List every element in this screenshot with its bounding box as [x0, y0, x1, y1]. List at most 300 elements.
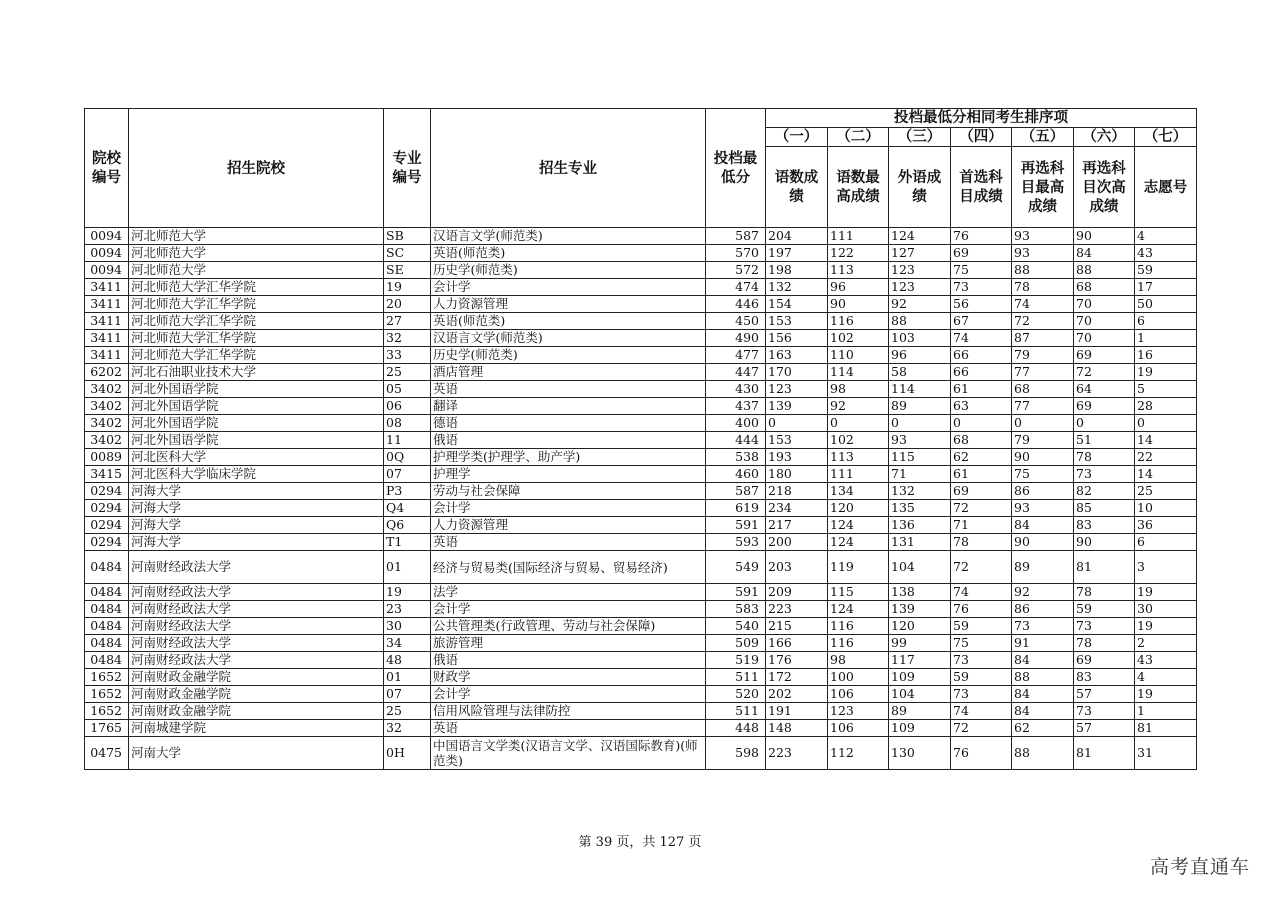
header-sub-5: 再选科目最高成绩 [1012, 147, 1074, 228]
tiebreak-cell-7: 5 [1135, 381, 1197, 398]
major-code-cell: 05 [384, 381, 431, 398]
school-name-cell: 河北师范大学 [129, 245, 384, 262]
tiebreak-cell-4: 68 [951, 432, 1012, 449]
tiebreak-cell-7: 19 [1135, 686, 1197, 703]
school-code-cell: 3402 [85, 398, 129, 415]
tiebreak-cell-2: 98 [828, 381, 889, 398]
major-code-cell: 25 [384, 364, 431, 381]
header-seq-6: （六） [1074, 128, 1135, 147]
school-code-cell: 0484 [85, 652, 129, 669]
school-name-cell: 河北石油职业技术大学 [129, 364, 384, 381]
tiebreak-cell-3: 109 [889, 669, 951, 686]
tiebreak-cell-4: 56 [951, 296, 1012, 313]
tiebreak-cell-5: 72 [1012, 313, 1074, 330]
major-code-cell: SE [384, 262, 431, 279]
tiebreak-cell-1: 153 [766, 432, 828, 449]
tiebreak-cell-7: 25 [1135, 483, 1197, 500]
header-sub-4: 首选科目成绩 [951, 147, 1012, 228]
tiebreak-cell-5: 77 [1012, 398, 1074, 415]
tiebreak-cell-1: 163 [766, 347, 828, 364]
header-seq-5: （五） [1012, 128, 1074, 147]
tiebreak-cell-5: 93 [1012, 500, 1074, 517]
tiebreak-cell-6: 57 [1074, 686, 1135, 703]
school-code-cell: 1765 [85, 720, 129, 737]
tiebreak-cell-4: 0 [951, 415, 1012, 432]
tiebreak-cell-5: 89 [1012, 551, 1074, 584]
table-row [85, 432, 1197, 449]
tiebreak-cell-1: 154 [766, 296, 828, 313]
table-row [85, 737, 1197, 770]
tiebreak-cell-6: 70 [1074, 330, 1135, 347]
tiebreak-cell-4: 76 [951, 737, 1012, 770]
major-code-cell: 07 [384, 466, 431, 483]
school-name-cell: 河北师范大学汇华学院 [129, 279, 384, 296]
school-name-cell: 河南财经政法大学 [129, 601, 384, 618]
tiebreak-cell-2: 96 [828, 279, 889, 296]
tiebreak-cell-1: 180 [766, 466, 828, 483]
tiebreak-cell-4: 66 [951, 364, 1012, 381]
school-code-cell: 0484 [85, 601, 129, 618]
tiebreak-cell-3: 109 [889, 720, 951, 737]
tiebreak-cell-1: 132 [766, 279, 828, 296]
school-code-cell: 0294 [85, 483, 129, 500]
tiebreak-cell-6: 83 [1074, 517, 1135, 534]
tiebreak-cell-7: 59 [1135, 262, 1197, 279]
tiebreak-cell-4: 72 [951, 720, 1012, 737]
min-score-cell: 460 [706, 466, 766, 483]
tiebreak-cell-2: 112 [828, 737, 889, 770]
min-score-cell: 587 [706, 228, 766, 245]
tiebreak-cell-1: 156 [766, 330, 828, 347]
school-code-cell: 3411 [85, 313, 129, 330]
header-tiebreak-group: 投档最低分相同考生排序项 [766, 109, 1197, 128]
school-name-cell: 河北外国语学院 [129, 415, 384, 432]
tiebreak-cell-5: 84 [1012, 652, 1074, 669]
major-name-cell: 中国语言文学类(汉语言文学、汉语国际教育)(师范类) [431, 737, 706, 770]
header-seq-2: （二） [828, 128, 889, 147]
min-score-cell: 430 [706, 381, 766, 398]
major-code-cell: 19 [384, 279, 431, 296]
tiebreak-cell-6: 69 [1074, 652, 1135, 669]
tiebreak-cell-4: 73 [951, 279, 1012, 296]
table-row [85, 635, 1197, 652]
tiebreak-cell-2: 98 [828, 652, 889, 669]
tiebreak-cell-5: 84 [1012, 703, 1074, 720]
tiebreak-cell-5: 74 [1012, 296, 1074, 313]
tiebreak-cell-2: 120 [828, 500, 889, 517]
major-name-cell: 会计学 [431, 686, 706, 703]
tiebreak-cell-1: 198 [766, 262, 828, 279]
tiebreak-cell-5: 87 [1012, 330, 1074, 347]
tiebreak-cell-2: 102 [828, 432, 889, 449]
tiebreak-cell-2: 111 [828, 466, 889, 483]
header-major-code: 专业编号 [384, 109, 431, 228]
header-seq-4: （四） [951, 128, 1012, 147]
tiebreak-cell-4: 74 [951, 330, 1012, 347]
major-code-cell: 32 [384, 330, 431, 347]
school-code-cell: 0094 [85, 262, 129, 279]
tiebreak-cell-6: 51 [1074, 432, 1135, 449]
school-name-cell: 河南大学 [129, 737, 384, 770]
tiebreak-cell-4: 72 [951, 551, 1012, 584]
min-score-cell: 587 [706, 483, 766, 500]
table-row [85, 686, 1197, 703]
tiebreak-cell-7: 14 [1135, 432, 1197, 449]
major-code-cell: 48 [384, 652, 431, 669]
header-min-score: 投档最低分 [706, 109, 766, 228]
table-row [85, 500, 1197, 517]
tiebreak-cell-7: 6 [1135, 313, 1197, 330]
tiebreak-cell-7: 1 [1135, 703, 1197, 720]
major-name-cell: 护理学 [431, 466, 706, 483]
table-row [85, 415, 1197, 432]
tiebreak-cell-4: 73 [951, 686, 1012, 703]
tiebreak-cell-7: 6 [1135, 534, 1197, 551]
table-row [85, 262, 1197, 279]
tiebreak-cell-4: 67 [951, 313, 1012, 330]
tiebreak-cell-2: 123 [828, 703, 889, 720]
tiebreak-cell-4: 78 [951, 534, 1012, 551]
min-score-cell: 598 [706, 737, 766, 770]
major-name-cell: 汉语言文学(师范类) [431, 330, 706, 347]
tiebreak-cell-6: 90 [1074, 534, 1135, 551]
tiebreak-cell-7: 81 [1135, 720, 1197, 737]
table-header [85, 109, 1197, 228]
school-name-cell: 河海大学 [129, 500, 384, 517]
major-code-cell: 27 [384, 313, 431, 330]
min-score-cell: 619 [706, 500, 766, 517]
tiebreak-cell-1: 176 [766, 652, 828, 669]
tiebreak-cell-1: 191 [766, 703, 828, 720]
tiebreak-cell-3: 93 [889, 432, 951, 449]
major-name-cell: 会计学 [431, 500, 706, 517]
table-row [85, 517, 1197, 534]
header-seq-1: （一） [766, 128, 828, 147]
major-code-cell: 11 [384, 432, 431, 449]
tiebreak-cell-2: 114 [828, 364, 889, 381]
school-name-cell: 河北师范大学汇华学院 [129, 330, 384, 347]
min-score-cell: 477 [706, 347, 766, 364]
major-code-cell: 07 [384, 686, 431, 703]
major-code-cell: 0Q [384, 449, 431, 466]
tiebreak-cell-4: 61 [951, 466, 1012, 483]
tiebreak-cell-3: 71 [889, 466, 951, 483]
tiebreak-cell-2: 111 [828, 228, 889, 245]
major-code-cell: 30 [384, 618, 431, 635]
major-code-cell: 20 [384, 296, 431, 313]
school-code-cell: 3402 [85, 432, 129, 449]
tiebreak-cell-5: 88 [1012, 669, 1074, 686]
tiebreak-cell-5: 86 [1012, 601, 1074, 618]
tiebreak-cell-6: 72 [1074, 364, 1135, 381]
tiebreak-cell-1: 218 [766, 483, 828, 500]
min-score-cell: 447 [706, 364, 766, 381]
tiebreak-cell-3: 123 [889, 262, 951, 279]
major-code-cell: Q4 [384, 500, 431, 517]
tiebreak-cell-3: 139 [889, 601, 951, 618]
tiebreak-cell-3: 132 [889, 483, 951, 500]
min-score-cell: 509 [706, 635, 766, 652]
tiebreak-cell-5: 62 [1012, 720, 1074, 737]
tiebreak-cell-2: 116 [828, 618, 889, 635]
tiebreak-cell-3: 92 [889, 296, 951, 313]
tiebreak-cell-6: 70 [1074, 296, 1135, 313]
tiebreak-cell-3: 104 [889, 686, 951, 703]
tiebreak-cell-6: 73 [1074, 703, 1135, 720]
school-code-cell: 3415 [85, 466, 129, 483]
tiebreak-cell-2: 90 [828, 296, 889, 313]
school-code-cell: 3402 [85, 415, 129, 432]
tiebreak-cell-7: 4 [1135, 228, 1197, 245]
major-code-cell: 32 [384, 720, 431, 737]
major-name-cell: 公共管理类(行政管理、劳动与社会保障) [431, 618, 706, 635]
school-code-cell: 1652 [85, 686, 129, 703]
min-score-cell: 400 [706, 415, 766, 432]
header-sub-3: 外语成绩 [889, 147, 951, 228]
tiebreak-cell-6: 0 [1074, 415, 1135, 432]
tiebreak-cell-5: 73 [1012, 618, 1074, 635]
tiebreak-cell-4: 62 [951, 449, 1012, 466]
major-name-cell: 历史学(师范类) [431, 347, 706, 364]
tiebreak-cell-6: 78 [1074, 584, 1135, 601]
major-code-cell: 01 [384, 669, 431, 686]
table-row [85, 618, 1197, 635]
min-score-cell: 591 [706, 517, 766, 534]
major-name-cell: 人力资源管理 [431, 296, 706, 313]
table-body [85, 228, 1197, 770]
min-score-cell: 511 [706, 703, 766, 720]
tiebreak-cell-6: 81 [1074, 737, 1135, 770]
tiebreak-cell-5: 84 [1012, 686, 1074, 703]
tiebreak-cell-4: 63 [951, 398, 1012, 415]
tiebreak-cell-5: 90 [1012, 449, 1074, 466]
tiebreak-cell-7: 19 [1135, 364, 1197, 381]
tiebreak-cell-5: 93 [1012, 245, 1074, 262]
min-score-cell: 520 [706, 686, 766, 703]
tiebreak-cell-1: 139 [766, 398, 828, 415]
school-name-cell: 河海大学 [129, 483, 384, 500]
min-score-cell: 570 [706, 245, 766, 262]
tiebreak-cell-5: 88 [1012, 262, 1074, 279]
major-name-cell: 会计学 [431, 279, 706, 296]
school-name-cell: 河北师范大学汇华学院 [129, 347, 384, 364]
tiebreak-cell-1: 209 [766, 584, 828, 601]
tiebreak-cell-2: 100 [828, 669, 889, 686]
tiebreak-cell-2: 116 [828, 635, 889, 652]
school-code-cell: 0294 [85, 517, 129, 534]
tiebreak-cell-4: 71 [951, 517, 1012, 534]
tiebreak-cell-6: 82 [1074, 483, 1135, 500]
major-code-cell: Q6 [384, 517, 431, 534]
table-row [85, 669, 1197, 686]
tiebreak-cell-7: 10 [1135, 500, 1197, 517]
tiebreak-cell-1: 153 [766, 313, 828, 330]
major-name-cell: 汉语言文学(师范类) [431, 228, 706, 245]
table-row [85, 584, 1197, 601]
school-name-cell: 河北外国语学院 [129, 381, 384, 398]
tiebreak-cell-4: 74 [951, 703, 1012, 720]
table-row [85, 347, 1197, 364]
major-name-cell: 英语 [431, 381, 706, 398]
tiebreak-cell-7: 22 [1135, 449, 1197, 466]
major-code-cell: 23 [384, 601, 431, 618]
table-row [85, 720, 1197, 737]
table-row [85, 279, 1197, 296]
school-name-cell: 河海大学 [129, 534, 384, 551]
tiebreak-cell-3: 124 [889, 228, 951, 245]
tiebreak-cell-3: 130 [889, 737, 951, 770]
school-code-cell: 0094 [85, 228, 129, 245]
major-code-cell: SC [384, 245, 431, 262]
tiebreak-cell-3: 103 [889, 330, 951, 347]
major-name-cell: 俄语 [431, 432, 706, 449]
tiebreak-cell-1: 223 [766, 737, 828, 770]
min-score-cell: 549 [706, 551, 766, 584]
major-name-cell: 翻译 [431, 398, 706, 415]
tiebreak-cell-4: 59 [951, 669, 1012, 686]
tiebreak-cell-6: 73 [1074, 618, 1135, 635]
tiebreak-cell-4: 76 [951, 601, 1012, 618]
school-name-cell: 河南财政金融学院 [129, 686, 384, 703]
major-code-cell: 19 [384, 584, 431, 601]
tiebreak-cell-4: 69 [951, 483, 1012, 500]
school-code-cell: 0094 [85, 245, 129, 262]
tiebreak-cell-3: 123 [889, 279, 951, 296]
tiebreak-cell-7: 30 [1135, 601, 1197, 618]
header-sub-1: 语数成绩 [766, 147, 828, 228]
major-name-cell: 会计学 [431, 601, 706, 618]
tiebreak-cell-1: 200 [766, 534, 828, 551]
table-row [85, 364, 1197, 381]
tiebreak-cell-3: 117 [889, 652, 951, 669]
school-code-cell: 0484 [85, 551, 129, 584]
tiebreak-cell-4: 72 [951, 500, 1012, 517]
tiebreak-cell-3: 99 [889, 635, 951, 652]
tiebreak-cell-1: 170 [766, 364, 828, 381]
tiebreak-cell-5: 93 [1012, 228, 1074, 245]
tiebreak-cell-6: 81 [1074, 551, 1135, 584]
min-score-cell: 511 [706, 669, 766, 686]
min-score-cell: 490 [706, 330, 766, 347]
tiebreak-cell-5: 92 [1012, 584, 1074, 601]
major-name-cell: 英语(师范类) [431, 245, 706, 262]
tiebreak-cell-7: 1 [1135, 330, 1197, 347]
tiebreak-cell-2: 113 [828, 449, 889, 466]
tiebreak-cell-5: 79 [1012, 347, 1074, 364]
tiebreak-cell-2: 106 [828, 686, 889, 703]
min-score-cell: 572 [706, 262, 766, 279]
tiebreak-cell-7: 50 [1135, 296, 1197, 313]
school-name-cell: 河北师范大学汇华学院 [129, 313, 384, 330]
tiebreak-cell-1: 148 [766, 720, 828, 737]
min-score-cell: 448 [706, 720, 766, 737]
min-score-cell: 591 [706, 584, 766, 601]
tiebreak-cell-4: 74 [951, 584, 1012, 601]
tiebreak-cell-6: 73 [1074, 466, 1135, 483]
tiebreak-cell-1: 234 [766, 500, 828, 517]
tiebreak-cell-4: 66 [951, 347, 1012, 364]
tiebreak-cell-6: 84 [1074, 245, 1135, 262]
header-sub-2: 语数最高成绩 [828, 147, 889, 228]
tiebreak-cell-7: 3 [1135, 551, 1197, 584]
tiebreak-cell-1: 166 [766, 635, 828, 652]
table-row [85, 296, 1197, 313]
tiebreak-cell-6: 69 [1074, 398, 1135, 415]
tiebreak-cell-3: 131 [889, 534, 951, 551]
school-name-cell: 河北师范大学汇华学院 [129, 296, 384, 313]
school-name-cell: 河南财政金融学院 [129, 669, 384, 686]
tiebreak-cell-5: 91 [1012, 635, 1074, 652]
tiebreak-cell-7: 28 [1135, 398, 1197, 415]
tiebreak-cell-1: 123 [766, 381, 828, 398]
tiebreak-cell-3: 127 [889, 245, 951, 262]
tiebreak-cell-6: 64 [1074, 381, 1135, 398]
tiebreak-cell-6: 78 [1074, 449, 1135, 466]
school-code-cell: 3411 [85, 347, 129, 364]
school-code-cell: 0484 [85, 635, 129, 652]
tiebreak-cell-5: 75 [1012, 466, 1074, 483]
min-score-cell: 540 [706, 618, 766, 635]
tiebreak-cell-6: 83 [1074, 669, 1135, 686]
major-name-cell: 俄语 [431, 652, 706, 669]
school-code-cell: 1652 [85, 669, 129, 686]
tiebreak-cell-5: 90 [1012, 534, 1074, 551]
tiebreak-cell-5: 78 [1012, 279, 1074, 296]
tiebreak-cell-5: 79 [1012, 432, 1074, 449]
school-name-cell: 河南财经政法大学 [129, 584, 384, 601]
tiebreak-cell-6: 59 [1074, 601, 1135, 618]
tiebreak-cell-3: 89 [889, 703, 951, 720]
school-code-cell: 3411 [85, 330, 129, 347]
tiebreak-cell-5: 68 [1012, 381, 1074, 398]
table-row [85, 449, 1197, 466]
school-name-cell: 河南财经政法大学 [129, 635, 384, 652]
table-row [85, 601, 1197, 618]
major-code-cell: 0H [384, 737, 431, 770]
school-code-cell: 3402 [85, 381, 129, 398]
major-name-cell: 经济与贸易类(国际经济与贸易、贸易经济) [431, 551, 706, 584]
header-school-name: 招生院校 [129, 109, 384, 228]
school-code-cell: 0475 [85, 737, 129, 770]
min-score-cell: 437 [706, 398, 766, 415]
major-code-cell: T1 [384, 534, 431, 551]
major-name-cell: 德语 [431, 415, 706, 432]
school-name-cell: 河南财经政法大学 [129, 618, 384, 635]
major-name-cell: 英语(师范类) [431, 313, 706, 330]
tiebreak-cell-2: 106 [828, 720, 889, 737]
tiebreak-cell-1: 193 [766, 449, 828, 466]
tiebreak-cell-2: 122 [828, 245, 889, 262]
school-name-cell: 河北师范大学 [129, 262, 384, 279]
header-school-code: 院校编号 [85, 109, 129, 228]
table-row [85, 652, 1197, 669]
min-score-cell: 474 [706, 279, 766, 296]
header-sub-6: 再选科目次高成绩 [1074, 147, 1135, 228]
school-code-cell: 1652 [85, 703, 129, 720]
tiebreak-cell-6: 70 [1074, 313, 1135, 330]
school-name-cell: 河北医科大学临床学院 [129, 466, 384, 483]
major-code-cell: 33 [384, 347, 431, 364]
major-name-cell: 英语 [431, 534, 706, 551]
tiebreak-cell-6: 69 [1074, 347, 1135, 364]
school-code-cell: 3411 [85, 296, 129, 313]
tiebreak-cell-6: 90 [1074, 228, 1135, 245]
tiebreak-cell-2: 124 [828, 534, 889, 551]
tiebreak-cell-2: 113 [828, 262, 889, 279]
tiebreak-cell-7: 31 [1135, 737, 1197, 770]
tiebreak-cell-2: 124 [828, 601, 889, 618]
page-number: 第 39 页，共 127 页 [578, 835, 702, 850]
